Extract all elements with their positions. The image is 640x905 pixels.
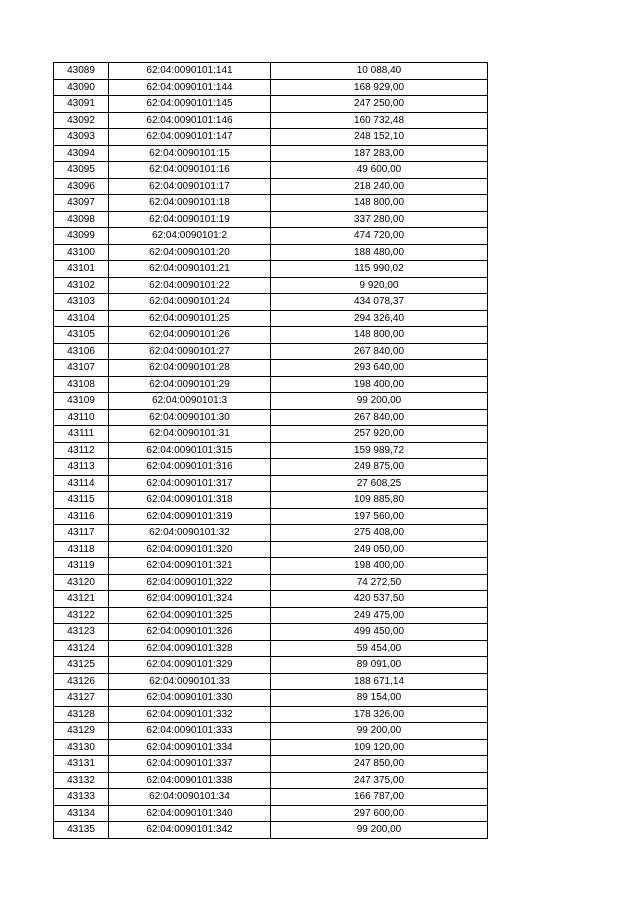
table-row [54, 459, 488, 476]
cadastral-value-cell: 89 154,00 [271, 690, 488, 707]
table-row [54, 178, 488, 195]
cadastral-value-cell: 160 732,48 [271, 112, 488, 129]
cadastral-value-cell: 166 787,00 [271, 789, 488, 806]
row-number-cell: 43119 [54, 558, 109, 575]
cadastral-value-cell: 267 840,00 [271, 343, 488, 360]
table-body [54, 63, 488, 839]
row-number-cell: 43109 [54, 393, 109, 410]
table-row [54, 195, 488, 212]
row-number-cell: 43116 [54, 508, 109, 525]
cadastral-number-cell: 62:04:0090101:22 [109, 277, 271, 294]
cadastral-number-cell: 62:04:0090101:326 [109, 624, 271, 641]
cadastral-number-cell: 62:04:0090101:20 [109, 244, 271, 261]
row-number-cell: 43097 [54, 195, 109, 212]
table-row [54, 79, 488, 96]
cadastral-number-cell: 62:04:0090101:32 [109, 525, 271, 542]
row-number-cell: 43093 [54, 129, 109, 146]
row-number-cell: 43115 [54, 492, 109, 509]
row-number-cell: 43101 [54, 261, 109, 278]
row-number-cell: 43096 [54, 178, 109, 195]
row-number-cell: 43103 [54, 294, 109, 311]
row-number-cell: 43090 [54, 79, 109, 96]
cadastral-number-cell: 62:04:0090101:324 [109, 591, 271, 608]
table-row [54, 772, 488, 789]
cadastral-value-cell: 267 840,00 [271, 409, 488, 426]
cadastral-value-cell: 99 200,00 [271, 393, 488, 410]
cadastral-value-cell: 297 600,00 [271, 805, 488, 822]
cadastral-number-cell: 62:04:0090101:26 [109, 327, 271, 344]
cadastral-number-cell: 62:04:0090101:16 [109, 162, 271, 179]
cadastral-number-cell: 62:04:0090101:19 [109, 211, 271, 228]
table-row [54, 162, 488, 179]
table-row [54, 145, 488, 162]
row-number-cell: 43110 [54, 409, 109, 426]
cadastral-value-cell: 293 640,00 [271, 360, 488, 377]
table-row [54, 558, 488, 575]
cadastral-number-cell: 62:04:0090101:322 [109, 574, 271, 591]
row-number-cell: 43121 [54, 591, 109, 608]
row-number-cell: 43131 [54, 756, 109, 773]
cadastral-number-cell: 62:04:0090101:319 [109, 508, 271, 525]
cadastral-number-cell: 62:04:0090101:334 [109, 739, 271, 756]
cadastral-value-cell: 89 091,00 [271, 657, 488, 674]
row-number-cell: 43134 [54, 805, 109, 822]
cadastral-value-cell: 178 326,00 [271, 706, 488, 723]
row-number-cell: 43111 [54, 426, 109, 443]
row-number-cell: 43094 [54, 145, 109, 162]
row-number-cell: 43106 [54, 343, 109, 360]
cadastral-number-cell: 62:04:0090101:318 [109, 492, 271, 509]
row-number-cell: 43126 [54, 673, 109, 690]
table-row [54, 475, 488, 492]
cadastral-value-cell: 197 560,00 [271, 508, 488, 525]
row-number-cell: 43117 [54, 525, 109, 542]
table-row [54, 607, 488, 624]
cadastral-number-cell: 62:04:0090101:18 [109, 195, 271, 212]
cadastral-number-cell: 62:04:0090101:146 [109, 112, 271, 129]
row-number-cell: 43129 [54, 723, 109, 740]
row-number-cell: 43105 [54, 327, 109, 344]
table-row [54, 393, 488, 410]
cadastral-value-cell: 198 400,00 [271, 376, 488, 393]
cadastral-number-cell: 62:04:0090101:321 [109, 558, 271, 575]
cadastral-value-cell: 109 120,00 [271, 739, 488, 756]
table-row [54, 228, 488, 245]
table-row [54, 261, 488, 278]
cadastral-number-cell: 62:04:0090101:329 [109, 657, 271, 674]
cadastral-number-cell: 62:04:0090101:317 [109, 475, 271, 492]
table-row [54, 442, 488, 459]
table-row [54, 739, 488, 756]
cadastral-number-cell: 62:04:0090101:145 [109, 96, 271, 113]
row-number-cell: 43127 [54, 690, 109, 707]
table-row [54, 574, 488, 591]
cadastral-value-cell: 247 850,00 [271, 756, 488, 773]
table-row [54, 376, 488, 393]
table-row [54, 690, 488, 707]
cadastral-number-cell: 62:04:0090101:328 [109, 640, 271, 657]
cadastral-number-cell: 62:04:0090101:28 [109, 360, 271, 377]
row-number-cell: 43098 [54, 211, 109, 228]
table-row [54, 640, 488, 657]
cadastral-number-cell: 62:04:0090101:24 [109, 294, 271, 311]
cadastral-number-cell: 62:04:0090101:2 [109, 228, 271, 245]
table-row [54, 310, 488, 327]
cadastral-number-cell: 62:04:0090101:17 [109, 178, 271, 195]
cadastral-value-cell: 474 720,00 [271, 228, 488, 245]
row-number-cell: 43120 [54, 574, 109, 591]
cadastral-value-cell: 247 375,00 [271, 772, 488, 789]
cadastral-number-cell: 62:04:0090101:30 [109, 409, 271, 426]
row-number-cell: 43113 [54, 459, 109, 476]
cadastral-number-cell: 62:04:0090101:29 [109, 376, 271, 393]
row-number-cell: 43095 [54, 162, 109, 179]
table-row [54, 244, 488, 261]
row-number-cell: 43124 [54, 640, 109, 657]
cadastral-number-cell: 62:04:0090101:320 [109, 541, 271, 558]
row-number-cell: 43091 [54, 96, 109, 113]
cadastral-value-cell: 434 078,37 [271, 294, 488, 311]
table-row [54, 706, 488, 723]
row-number-cell: 43128 [54, 706, 109, 723]
cadastral-number-cell: 62:04:0090101:325 [109, 607, 271, 624]
row-number-cell: 43104 [54, 310, 109, 327]
cadastral-value-cell: 249 475,00 [271, 607, 488, 624]
cadastral-value-cell: 187 283,00 [271, 145, 488, 162]
table-row [54, 541, 488, 558]
cadastral-value-cell: 159 989,72 [271, 442, 488, 459]
cadastral-value-cell: 10 088,40 [271, 63, 488, 80]
table-row [54, 723, 488, 740]
cadastral-value-table [53, 62, 488, 839]
cadastral-number-cell: 62:04:0090101:3 [109, 393, 271, 410]
table-row [54, 112, 488, 129]
cadastral-value-cell: 49 600,00 [271, 162, 488, 179]
cadastral-number-cell: 62:04:0090101:147 [109, 129, 271, 146]
row-number-cell: 43092 [54, 112, 109, 129]
table-row [54, 129, 488, 146]
cadastral-number-cell: 62:04:0090101:342 [109, 822, 271, 839]
table-row [54, 805, 488, 822]
cadastral-value-cell: 198 400,00 [271, 558, 488, 575]
cadastral-value-cell: 248 152,10 [271, 129, 488, 146]
table-row [54, 673, 488, 690]
cadastral-value-cell: 59 454,00 [271, 640, 488, 657]
row-number-cell: 43102 [54, 277, 109, 294]
table-row [54, 327, 488, 344]
row-number-cell: 43107 [54, 360, 109, 377]
cadastral-value-cell: 249 050,00 [271, 541, 488, 558]
row-number-cell: 43099 [54, 228, 109, 245]
row-number-cell: 43112 [54, 442, 109, 459]
cadastral-value-cell: 148 800,00 [271, 195, 488, 212]
row-number-cell: 43130 [54, 739, 109, 756]
table-row [54, 822, 488, 839]
table-row [54, 360, 488, 377]
cadastral-value-cell: 99 200,00 [271, 723, 488, 740]
cadastral-number-cell: 62:04:0090101:337 [109, 756, 271, 773]
cadastral-number-cell: 62:04:0090101:340 [109, 805, 271, 822]
table-row [54, 492, 488, 509]
cadastral-number-cell: 62:04:0090101:332 [109, 706, 271, 723]
table-row [54, 756, 488, 773]
cadastral-number-cell: 62:04:0090101:330 [109, 690, 271, 707]
cadastral-value-cell: 188 671,14 [271, 673, 488, 690]
cadastral-value-cell: 499 450,00 [271, 624, 488, 641]
row-number-cell: 43108 [54, 376, 109, 393]
cadastral-value-cell: 275 408,00 [271, 525, 488, 542]
row-number-cell: 43114 [54, 475, 109, 492]
table-row [54, 211, 488, 228]
cadastral-value-cell: 218 240,00 [271, 178, 488, 195]
cadastral-value-cell: 109 885,80 [271, 492, 488, 509]
cadastral-value-cell: 74 272,50 [271, 574, 488, 591]
table-row [54, 789, 488, 806]
cadastral-number-cell: 62:04:0090101:33 [109, 673, 271, 690]
cadastral-number-cell: 62:04:0090101:21 [109, 261, 271, 278]
cadastral-number-cell: 62:04:0090101:15 [109, 145, 271, 162]
cadastral-value-cell: 257 920,00 [271, 426, 488, 443]
cadastral-number-cell: 62:04:0090101:316 [109, 459, 271, 476]
table-row [54, 624, 488, 641]
table-row [54, 409, 488, 426]
cadastral-value-cell: 420 537,50 [271, 591, 488, 608]
row-number-cell: 43123 [54, 624, 109, 641]
table-row [54, 294, 488, 311]
cadastral-value-cell: 247 250,00 [271, 96, 488, 113]
cadastral-number-cell: 62:04:0090101:25 [109, 310, 271, 327]
table-row [54, 591, 488, 608]
cadastral-number-cell: 62:04:0090101:144 [109, 79, 271, 96]
row-number-cell: 43089 [54, 63, 109, 80]
cadastral-number-cell: 62:04:0090101:338 [109, 772, 271, 789]
cadastral-value-cell: 27 608,25 [271, 475, 488, 492]
cadastral-value-cell: 168 929,00 [271, 79, 488, 96]
table-row [54, 343, 488, 360]
cadastral-number-cell: 62:04:0090101:141 [109, 63, 271, 80]
cadastral-value-cell: 337 280,00 [271, 211, 488, 228]
row-number-cell: 43133 [54, 789, 109, 806]
table-row [54, 657, 488, 674]
cadastral-number-cell: 62:04:0090101:31 [109, 426, 271, 443]
cadastral-value-cell: 9 920,00 [271, 277, 488, 294]
table-row [54, 63, 488, 80]
cadastral-number-cell: 62:04:0090101:315 [109, 442, 271, 459]
cadastral-value-cell: 99 200,00 [271, 822, 488, 839]
table-row [54, 426, 488, 443]
cadastral-value-cell: 115 990,02 [271, 261, 488, 278]
row-number-cell: 43135 [54, 822, 109, 839]
cadastral-number-cell: 62:04:0090101:333 [109, 723, 271, 740]
cadastral-number-cell: 62:04:0090101:34 [109, 789, 271, 806]
table-row [54, 525, 488, 542]
cadastral-number-cell: 62:04:0090101:27 [109, 343, 271, 360]
row-number-cell: 43132 [54, 772, 109, 789]
row-number-cell: 43118 [54, 541, 109, 558]
row-number-cell: 43122 [54, 607, 109, 624]
table-row [54, 508, 488, 525]
row-number-cell: 43125 [54, 657, 109, 674]
cadastral-value-cell: 249 875,00 [271, 459, 488, 476]
row-number-cell: 43100 [54, 244, 109, 261]
cadastral-value-cell: 148 800,00 [271, 327, 488, 344]
cadastral-value-cell: 294 326,40 [271, 310, 488, 327]
cadastral-value-cell: 188 480,00 [271, 244, 488, 261]
table-row [54, 277, 488, 294]
table-row [54, 96, 488, 113]
